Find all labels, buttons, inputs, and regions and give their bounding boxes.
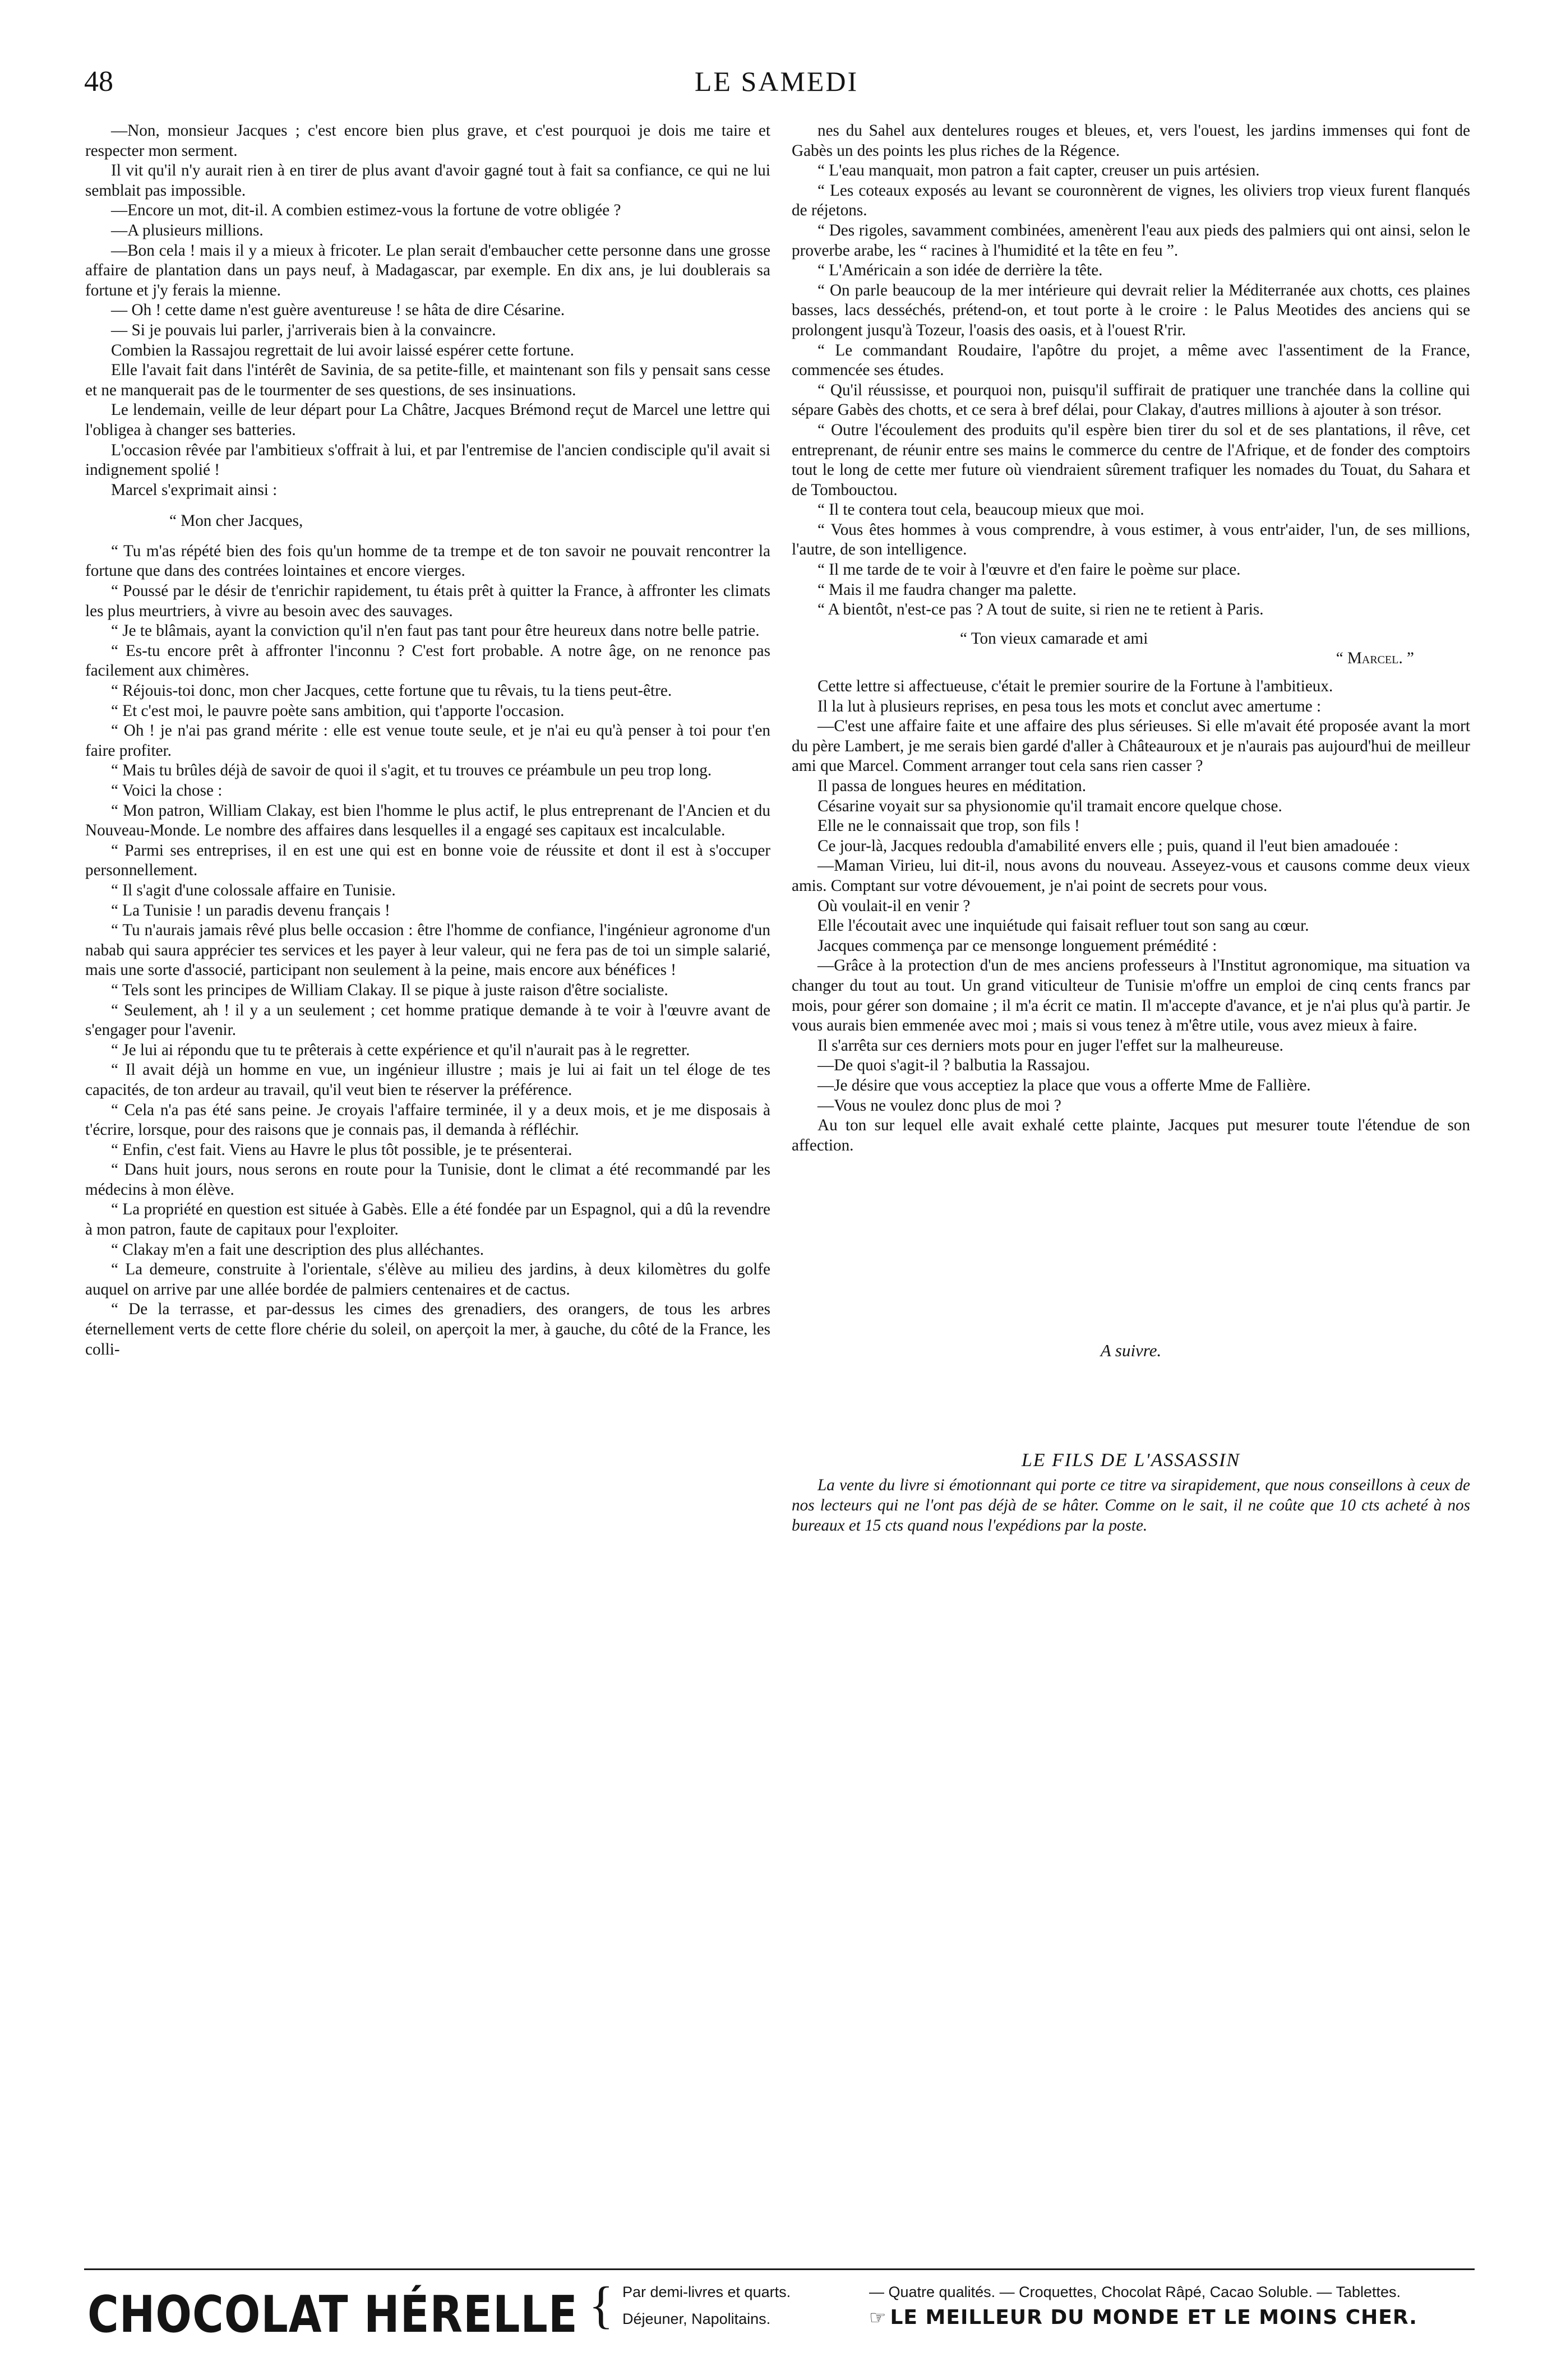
ad-slogan-text: LE MEILLEUR DU MONDE ET LE MOINS CHER.: [890, 2306, 1417, 2329]
story-continuation: [792, 677, 1470, 1156]
paragraph: “ Je te blâmais, ayant la conviction qu'il n'en faut pas tant pour être heureux dans notre belle patrie.: [111, 622, 760, 640]
paragraph: Elle l'écoutait avec une inquiétude qui faisait refluer tout son sang au cœur.: [817, 917, 1309, 935]
ad-products: — Quatre qualités. — Croquettes, Chocolat Râpé, Cacao Soluble. — Tablettes.: [869, 2284, 1401, 2300]
paragraph: “ L'eau manquait, mon patron a fait capter, creuser un puis artésien.: [817, 161, 1260, 180]
paragraph: “ Parmi ses entreprises, il en est une qui est en bonne voie de réussite et dont il est à s'occuper personnellement.: [85, 841, 770, 880]
paragraph: Elle ne le connaissait que trop, son fils !: [817, 817, 1080, 835]
paragraph: “ Poussé par le désir de t'enrichir rapidement, tu étais prêt à quitter la France, à affronter les climats les plus meurtriers, à vivre au besoin avec des sauvages.: [85, 582, 770, 620]
paragraph: —Je désire que vous acceptiez la place que vous a offerte Mme de Fallière.: [817, 1076, 1311, 1094]
ad-formats: Par demi-livres et quarts.: [622, 2284, 791, 2300]
paragraph: “ Réjouis-toi donc, mon cher Jacques, cette fortune que tu rêvais, tu la tiens peut-être.: [111, 682, 672, 700]
paragraph: “ La propriété en question est située à Gabès. Elle a été fondée par un Espagnol, qui a dû la revendre à mon patron, faute de capitaux pour l'exploiter.: [85, 1200, 770, 1239]
paragraph: “ Mais tu brûles déjà de savoir de quoi il s'agit, et tu trouves ce préambule un peu trop long.: [111, 761, 712, 780]
paragraph: “ Tu m'as répété bien des fois qu'un homme de ta trempe et de ton savoir ne pouvait rencontrer la fortune que dans des contrées lointaines et encore vierges.: [85, 542, 770, 580]
paragraph: — Oh ! cette dame n'est guère aventureuse ! se hâta de dire Césarine.: [111, 301, 565, 320]
paragraph: L'occasion rêvée par l'ambitieux s'offrait à lui, et par l'entremise de l'ancien condisciple qu'il avait si indignement spolié !: [85, 441, 770, 479]
paragraph: “ Et c'est moi, le pauvre poète sans ambition, qui t'apporte l'occasion.: [111, 701, 565, 720]
page-header: [84, 65, 1469, 115]
announcement-text: La vente du livre si émotionnant qui porte ce titre va sirapidement, que nous conseillons à ceux de nos lecteurs qui ne l'ont pas déjà de se hâter. Comme on le sait, il ne coûte que 10 cts acheté à nos bureaux et 15 cts quand nous l'expédions par la poste.: [792, 1476, 1470, 1535]
paragraph: “ L'Américain a son idée de derrière la tête.: [817, 261, 1103, 280]
paragraph: Il vit qu'il n'y aurait rien à en tirer de plus avant d'avoir gagné tout à fait sa confiance, ce qui ne lui semblait pas impossible.: [85, 161, 770, 200]
paragraph: “ Voici la chose :: [111, 782, 223, 800]
page-number: 48: [84, 66, 113, 98]
paragraph: “ Je lui ai répondu que tu te prêterais à cette expérience et qu'il n'aurait pas à le regretter.: [111, 1041, 690, 1059]
paragraph: Où voulait-il en venir ?: [817, 896, 971, 915]
paragraph: —Vous ne voulez donc plus de moi ?: [817, 1096, 1061, 1115]
letter-signoff: “ Ton vieux camarade et ami: [960, 629, 1148, 648]
paragraph: —Bon cela ! mais il y a mieux à fricoter. Le plan serait d'embaucher cette personne dans une grosse affaire de plantation dans un pays neuf, à Madagascar, par exemple. En dix ans, je lui doublerais sa fortune et j'y ferais la mienne.: [85, 241, 770, 299]
paragraph: “ Il avait déjà un homme en vue, un ingénieur illustre ; mais je lui ai fait un tel éloge de tes capacités, de ton ardeur au travail, qu'il veut bien te réserver la préférence.: [85, 1061, 770, 1099]
paragraph: “ Outre l'écoulement des produits qu'il espère bien tirer du sol et de ses plantations, il rêve, cet entreprenant, de réunir entre ses mains le commerce du centre de l'Afrique, et de fonder des comptoirs tout le long de cette mer future où viendraient sûrement trafiquer les nomades du Touat, du Sahara et de Tombouctou.: [792, 420, 1470, 499]
paragraph: “ La demeure, construite à l'orientale, s'élève au milieu des jardins, à deux kilomètres du golfe auquel on arrive par une allée bordée de palmiers centenaires et de cactus.: [85, 1260, 770, 1298]
paragraph: Ce jour-là, Jacques redoubla d'amabilité envers elle ; puis, quand il l'eut bien amadouée :: [817, 837, 1399, 855]
paragraph: “ Tu n'aurais jamais rêvé plus belle occasion : être l'homme de confiance, l'ingénieur agronome d'un nabab qui saura apprécier tes services et les payer à leur valeur, qui ne fera pas de toi un simple salarié, mais une sorte d'associé, participant non seulement à la peine, mais encore aux bénéfices !: [85, 921, 770, 979]
pointing-hand-icon: ☞: [869, 2307, 887, 2329]
paragraph: “ Seulement, ah ! il y a un seulement ; cet homme pratique demande à te voir à l'œuvre avant de s'engager pour l'avenir.: [85, 1001, 770, 1039]
left-column: [85, 121, 770, 1360]
paragraph: “ Qu'il réussisse, et pourquoi non, puisqu'il suffirait de pratiquer une tranchée dans la colline qui sépare Gabès des chotts, et ce sera à bref délai, pour Clakay, d'autres millions à ajouter à son trésor.: [792, 381, 1470, 419]
paragraph: “ A bientôt, n'est-ce pas ? A tout de suite, si rien ne te retient à Paris.: [817, 600, 1264, 619]
advertisement-banner: [84, 2268, 1475, 2344]
paragraph: “ Il s'agit d'une colossale affaire en Tunisie.: [111, 881, 396, 899]
paragraph: “ Tels sont les principes de William Clakay. Il se pique à juste raison d'être socialiste.: [111, 981, 668, 999]
paragraph: Il la lut à plusieurs reprises, en pesa tous les mots et conclut avec amertume :: [817, 697, 1322, 715]
paragraph: “ Dans huit jours, nous serons en route pour la Tunisie, dont le climat a été recommandé par les médecins à mon élève.: [85, 1161, 770, 1199]
paragraph: nes du Sahel aux dentelures rouges et bleues, et, vers l'ouest, les jardins immenses qui font de Gabès un des points les plus riches de la Régence.: [792, 122, 1470, 160]
paragraph: Jacques commença par ce mensonge longuement prémédité :: [817, 936, 1217, 955]
paragraph: “ Clakay m'en a fait une description des plus alléchantes.: [111, 1240, 484, 1259]
paragraph: —Grâce à la protection d'un de mes anciens professeurs à l'Institut agronomique, ma situation va changer du tout au tout. Un grand viticulteur de Tunisie m'offre un emploi de cinq cents francs par mois, pour gérer son domaine ; il m'a écrit ce matin. Il m'accepte d'avance, et je n'ai plus qu'à partir. Je vous aurais bien emmenée avec moi ; mais si vous tenez à m'être utile, vous avez mieux à faire.: [792, 956, 1470, 1035]
paragraph: —C'est une affaire faite et une affaire des plus sérieuses. Si elle m'avait été proposée avant la mort du père Lambert, je me serais bien gardé d'aller à Châteauroux et je n'aurais pas aujourd'hui de meilleur ami que Marcel. Comment arranger tout cela sans rien casser ?: [792, 717, 1470, 775]
ad-slogan: [869, 2306, 1417, 2329]
paragraph: Il s'arrêta sur ces derniers mots pour en juger l'effet sur la malheureuse.: [817, 1036, 1283, 1055]
announcement-title: LE FILS DE L'ASSASSIN: [1021, 1449, 1241, 1471]
paragraph: —De quoi s'agit-il ? balbutia la Rassajou.: [817, 1056, 1090, 1075]
paragraph: Césarine voyait sur sa physionomie qu'il tramait encore quelque chose.: [817, 797, 1282, 815]
paragraph: —Non, monsieur Jacques ; c'est encore bien plus grave, et c'est pourquoi je dois me taire et respecter mon serment.: [85, 122, 770, 160]
paragraph: “ Mon patron, William Clakay, est bien l'homme le plus actif, le plus entreprenant de l'Ancien et du Nouveau-Monde. Le nombre des affaires dans lesquelles il a engagé ses capitaux est incalculable.: [85, 801, 770, 840]
paragraph: Le lendemain, veille de leur départ pour La Châtre, Jacques Brémond reçut de Marcel une lettre qui l'obligea à changer ses batteries.: [85, 401, 770, 439]
paragraph: —Encore un mot, dit-il. A combien estimez-vous la fortune de votre obligée ?: [111, 201, 621, 220]
paragraph: “ De la terrasse, et par-dessus les cimes des grenadiers, des orangers, de tous les arbres éternellement verts de cette flore chérie du soleil, on aperçoit la mer, à gauche, du côté de la France, les colli-: [85, 1300, 770, 1358]
paragraph: “ Les coteaux exposés au levant se couronnèrent de vignes, les oliviers trop vieux furent flanqués de réjetons.: [792, 181, 1470, 220]
paragraph: Combien la Rassajou regrettait de lui avoir laissé espérer cette fortune.: [111, 341, 574, 359]
paragraph: “ On parle beaucoup de la mer intérieure qui devrait relier la Méditerranée aux chotts, ces plaines basses, lacs desséchés, prétend-on, et tout porte à le croire : le Palus Meotides des anciens qui se prolongent jusqu'à Tozeur, l'oasis des oasis, et à l'ouest R'rir.: [792, 281, 1470, 339]
letter-signature: “ Marcel. ”: [1336, 649, 1414, 668]
paragraph: “ Mais il me faudra changer ma palette.: [817, 580, 1077, 599]
paragraph: Au ton sur lequel elle avait exhalé cette plainte, Jacques put mesurer toute l'étendue de son affection.: [792, 1116, 1470, 1154]
paragraph: “ Es-tu encore prêt à affronter l'inconnu ? C'est fort probable. A notre âge, on ne renonce pas facilement aux chimères.: [85, 641, 770, 680]
brace-glyph: {: [589, 2276, 614, 2333]
paragraph: “ Le commandant Roudaire, l'apôtre du projet, a même avec l'assentiment de la France, commencée ses études.: [792, 341, 1470, 380]
paragraph: Marcel s'exprimait ainsi :: [111, 480, 278, 499]
right-column: [792, 121, 1470, 1536]
paragraph: “ La Tunisie ! un paradis devenu français !: [111, 901, 390, 919]
to-be-continued: A suivre.: [1100, 1341, 1162, 1361]
ad-varieties: Déjeuner, Napolitains.: [622, 2310, 771, 2327]
paragraph: Il passa de longues heures en méditation.: [817, 777, 1087, 795]
paragraph: —A plusieurs millions.: [111, 221, 264, 239]
paragraph: “ Des rigoles, savamment combinées, amenèrent l'eau aux pieds des palmiers qui ont ainsi, selon le proverbe arabe, les “ racines à l'humidité et la tête en feu ”.: [792, 221, 1470, 260]
paragraph: “ Mon cher Jacques,: [169, 512, 303, 530]
paragraph: “ Il te contera tout cela, beaucoup mieux que moi.: [817, 501, 1144, 519]
running-title: LE SAMEDI: [694, 66, 859, 97]
paragraph: “ Oh ! je n'ai pas grand mérite : elle est venue toute seule, et je n'ai eu qu'à penser à toi pour t'en faire profiter.: [85, 722, 770, 760]
paragraph: “ Enfin, c'est fait. Viens au Havre le plus tôt possible, je te présenterai.: [111, 1140, 572, 1159]
paragraph: “ Cela n'a pas été sans peine. Je croyais l'affaire terminée, il y a deux mois, et je me disposais à t'écrire, lorsque, pour des raisons que je connais pas, il demanda à réfléchir.: [85, 1101, 770, 1139]
paragraph: —Maman Virieu, lui dit-il, nous avons du nouveau. Asseyez-vous et causons comme deux vieux amis. Comptant sur votre dévouement, je n'ai point de secrets pour vous.: [792, 857, 1470, 895]
paragraph: Elle l'avait fait dans l'intérêt de Savinia, de sa petite-fille, et maintenant son fils y pensait sans cesse et ne manquerait pas de le tourmenter de ses questions, de ses insinuations.: [85, 361, 770, 399]
paragraph: Cette lettre si affectueuse, c'était le premier sourire de la Fortune à l'ambitieux.: [817, 677, 1333, 696]
ad-brand: CHOCOLAT HÉRELLE: [87, 2285, 578, 2344]
paragraph: “ Vous êtes hommes à vous comprendre, à vous estimer, à vous entr'aider, l'un, de ses millions, l'autre, de son intelligence.: [792, 520, 1470, 559]
paragraph: “ Il me tarde de te voir à l'œuvre et d'en faire le poème sur place.: [817, 561, 1241, 579]
letter-continuation: [792, 121, 1470, 620]
paragraph: — Si je pouvais lui parler, j'arriverais bien à la convaincre.: [111, 321, 496, 339]
